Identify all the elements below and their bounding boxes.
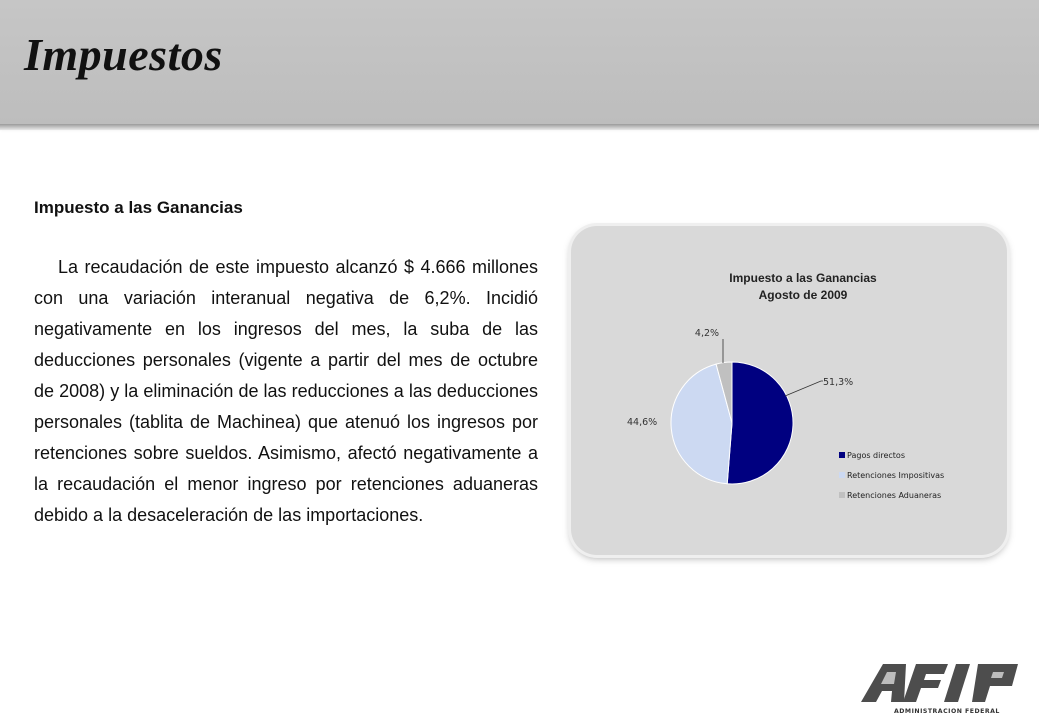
logo-letter-p [972, 664, 1018, 702]
logo-letter-i [944, 664, 970, 702]
pie-slice-pagos-directos [727, 362, 793, 484]
afip-logo [858, 660, 1028, 716]
pie-leader-line [785, 381, 823, 396]
legend-swatch [839, 492, 845, 498]
chart-card [571, 226, 1007, 555]
header-band [0, 0, 1039, 124]
section-heading: Impuesto a las Ganancias [34, 198, 243, 217]
legend-label: Retenciones Aduaneras [847, 491, 942, 500]
logo-letter-f [903, 664, 948, 702]
pie-chart [571, 226, 1007, 555]
legend-label: Pagos directos [847, 451, 905, 460]
chart-subtitle: Agosto de 2009 [758, 288, 848, 302]
pie-data-label: 51,3% [823, 377, 854, 388]
pie-data-label: 4,2% [694, 328, 720, 339]
body-paragraph: La recaudación de este impuesto alcanzó $ 4.666 millones con una variación interanual negativa de 6,2%. Incidió negativamente en los ingresos del mes, la suba de las deducciones personales (vigente a partir del mes de octubre de 2008) y la eliminación de las reducciones a las deducciones personales (tablita de Machinea) que atenuó los ingresos por retenciones sobre sueldos. Asimismo, afectó negativamente a la recaudación el menor ingreso por retenciones aduaneras debido a la desaceleración de las importaciones. [34, 257, 538, 525]
legend-swatch [839, 472, 845, 478]
chart-title: Impuesto a las Ganancias [729, 271, 877, 285]
legend-swatch [839, 452, 845, 458]
page-title: Impuestos [24, 29, 223, 80]
legend-label: Retenciones Impositivas [847, 471, 945, 480]
svg-text:ADMINISTRACION FEDERAL: ADMINISTRACION FEDERAL [894, 708, 1000, 715]
pie-data-label: 44,6% [627, 417, 658, 428]
